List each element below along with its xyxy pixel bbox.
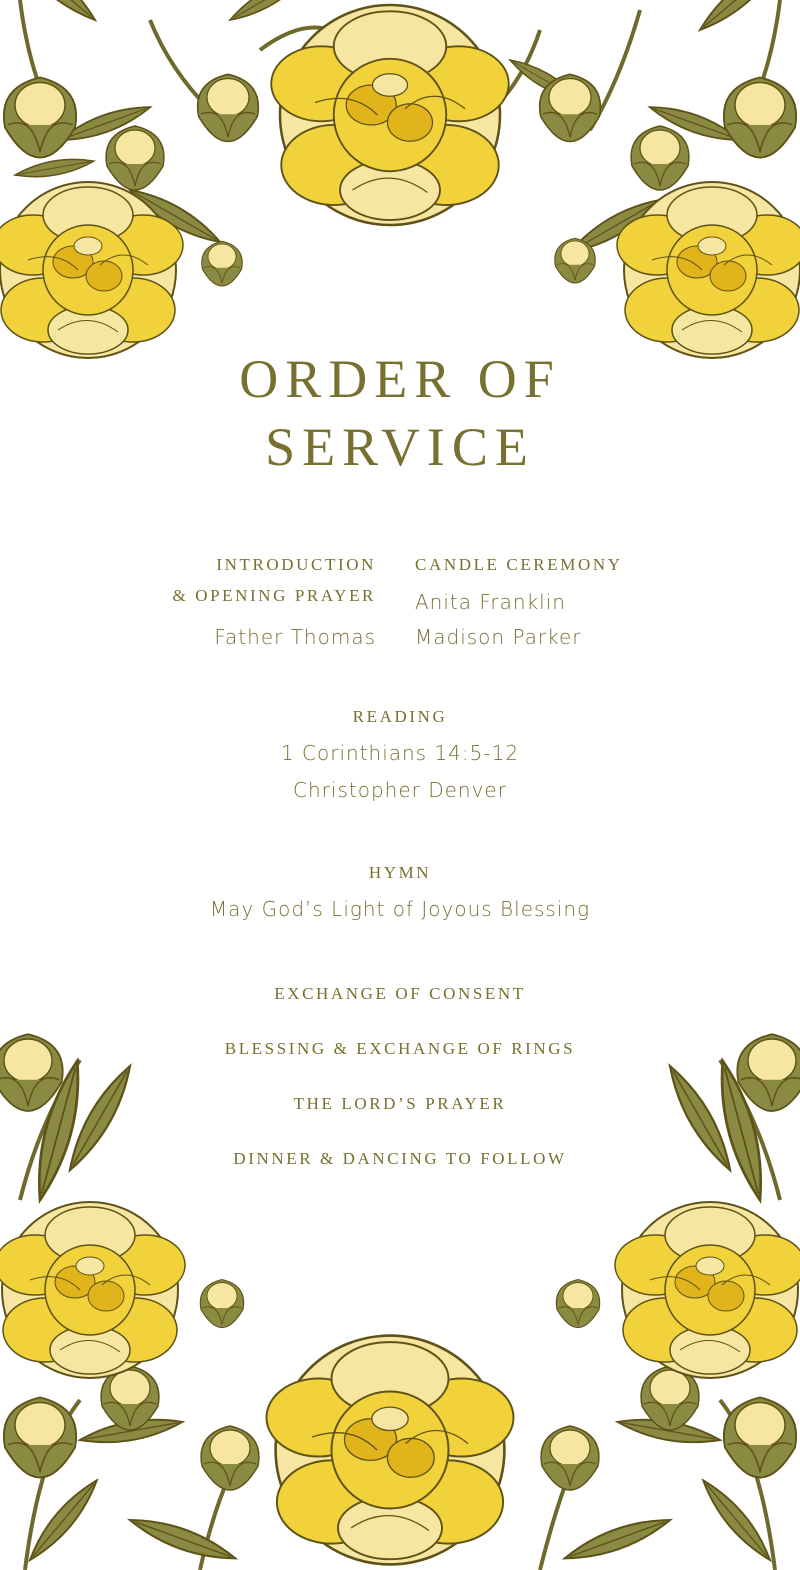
- program-item-exchange-of-consent: EXCHANGE OF CONSENT: [274, 984, 526, 1003]
- page-title-line-2: SERVICE: [265, 417, 535, 477]
- introduction-heading-line-2: & OPENING PRAYER: [172, 586, 376, 605]
- candle-ceremony-person-2: Madison Parker: [415, 625, 582, 649]
- introduction-person: Father Thomas: [214, 625, 376, 649]
- page-title-line-1: ORDER OF: [239, 349, 561, 409]
- top-floral-border: [0, 0, 800, 358]
- program-item-dinner-dancing: DINNER & DANCING TO FOLLOW: [233, 1149, 567, 1168]
- hymn-title: May God’s Light of Joyous Blessing: [209, 897, 591, 921]
- candle-ceremony-person-1: Anita Franklin: [415, 590, 566, 614]
- program-item-lords-prayer: THE LORD’S PRAYER: [293, 1094, 507, 1113]
- candle-ceremony-heading: CANDLE CEREMONY: [415, 555, 623, 574]
- bottom-floral-border: [0, 1034, 800, 1570]
- introduction-heading-line-1: INTRODUCTION: [216, 555, 376, 574]
- reading-person: Christopher Denver: [293, 778, 507, 802]
- reading-passage: 1 Corinthians 14:5-12: [280, 741, 520, 765]
- hymn-heading: HYMN: [368, 863, 432, 882]
- reading-heading: READING: [352, 707, 448, 726]
- program-item-blessing-rings: BLESSING & EXCHANGE OF RINGS: [224, 1039, 576, 1058]
